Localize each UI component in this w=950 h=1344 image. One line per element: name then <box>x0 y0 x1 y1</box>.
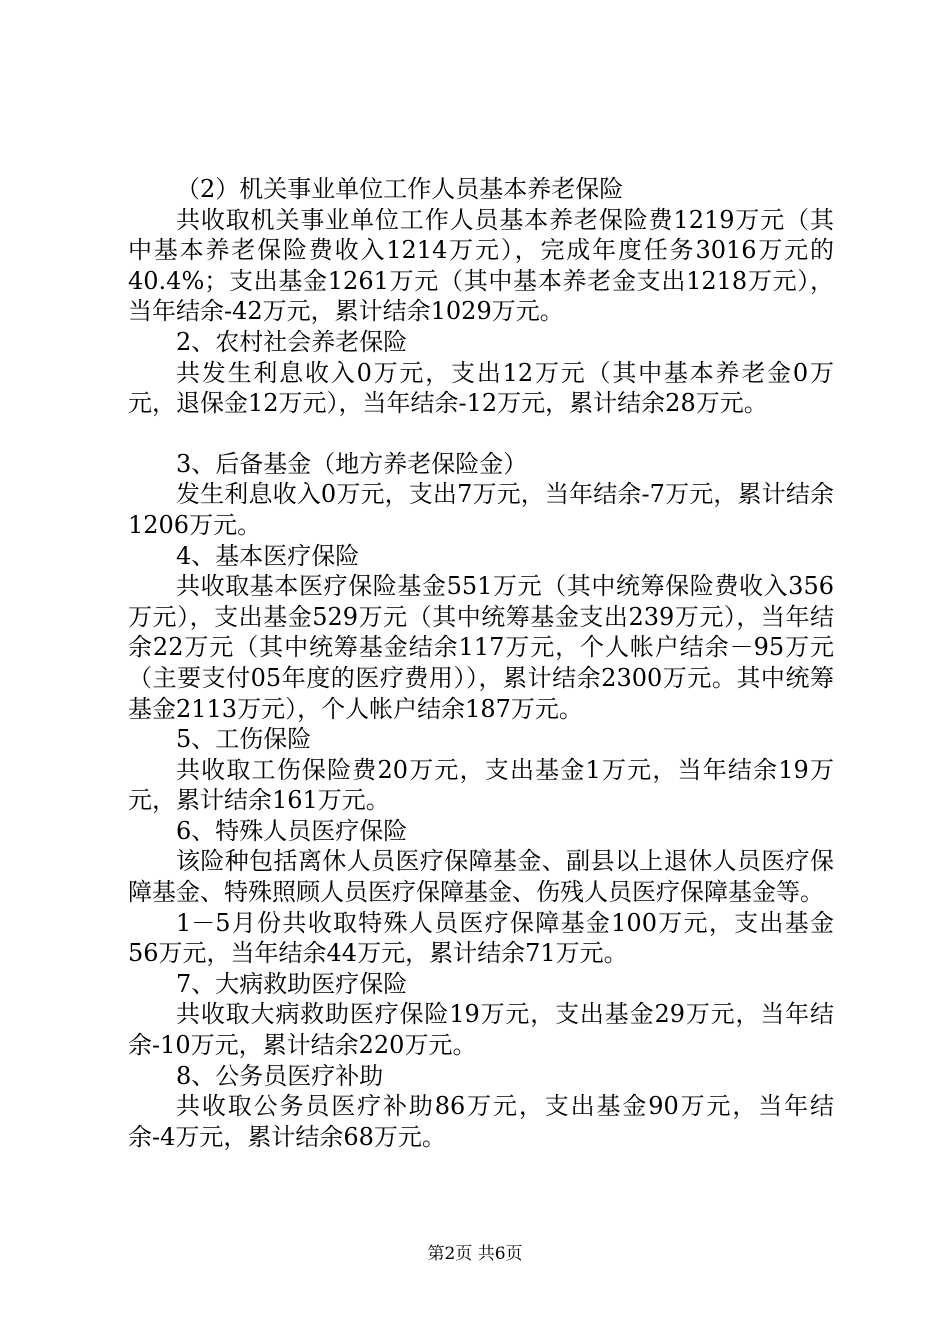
section-paragraph: 该险种包括离休人员医疗保障基金、副县以上退休人员医疗保障基金、特殊照顾人员医疗保障基金、伤残人员医疗保障基金等。 <box>128 847 834 907</box>
section-paragraph: 发生利息收入0万元，支出7万元，当年结余-7万元，累计结余1206万元。 <box>128 480 834 539</box>
section-heading: 5、工伤保险 <box>176 725 312 754</box>
section-paragraph: 1－5月份共收取特殊人员医疗保障基金100万元，支出基金56万元，当年结余44万元，累计结余71万元。 <box>128 908 834 968</box>
section-heading: （2）机关事业单位工作人员基本养老保险 <box>176 175 624 203</box>
section-paragraph: 共收取基本医疗保险基金551万元（其中统筹保险费收入356万元），支出基金529万元（其中统筹基金支出239万元），当年结余22万元（其中统筹基金结余117万元，个人帐户结余－95万元（主要支付05年度的医疗费用）），累计结余2300万元。其中统筹基金2113万元），个人帐户结余187万元。 <box>128 572 834 723</box>
section-paragraph: 共收取公务员医疗补助86万元，支出基金90万元，当年结余-4万元，累计结余68万元。 <box>128 1092 834 1151</box>
section-heading: 7、大病救助医疗保险 <box>176 969 408 998</box>
blank-line <box>128 419 834 449</box>
section-heading: 3、后备基金（地方养老保险金） <box>176 449 528 478</box>
section-paragraph: 共收取机关事业单位工作人员基本养老保险费1219万元（其中基本养老保险费收入1214万元），完成年度任务3016万元的40.4%；支出基金1261万元（其中基本养老金支出1218万元），当年结余-42万元，累计结余1029万元。 <box>128 205 834 326</box>
section-heading: 4、基本医疗保险 <box>176 541 360 570</box>
section-paragraph: 共收取大病救助医疗保险19万元，支出基金29万元，当年结余-10万元，累计结余220万元。 <box>128 1000 834 1060</box>
section-paragraph: 共收取工伤保险费20万元，支出基金1万元，当年结余19万元，累计结余161万元。 <box>128 755 834 815</box>
section-heading: 6、特殊人员医疗保险 <box>176 816 408 845</box>
page-number: 第2页 共6页 <box>427 1244 523 1264</box>
section-heading: 2、农村社会养老保险 <box>176 327 408 356</box>
section-paragraph: 共发生利息收入0万元，支出12万元（其中基本养老金0万元，退保金12万元），当年结余-12万元，累计结余28万元。 <box>128 358 834 418</box>
document-body <box>128 174 834 1152</box>
section-heading: 8、公务员医疗补助 <box>176 1061 384 1090</box>
